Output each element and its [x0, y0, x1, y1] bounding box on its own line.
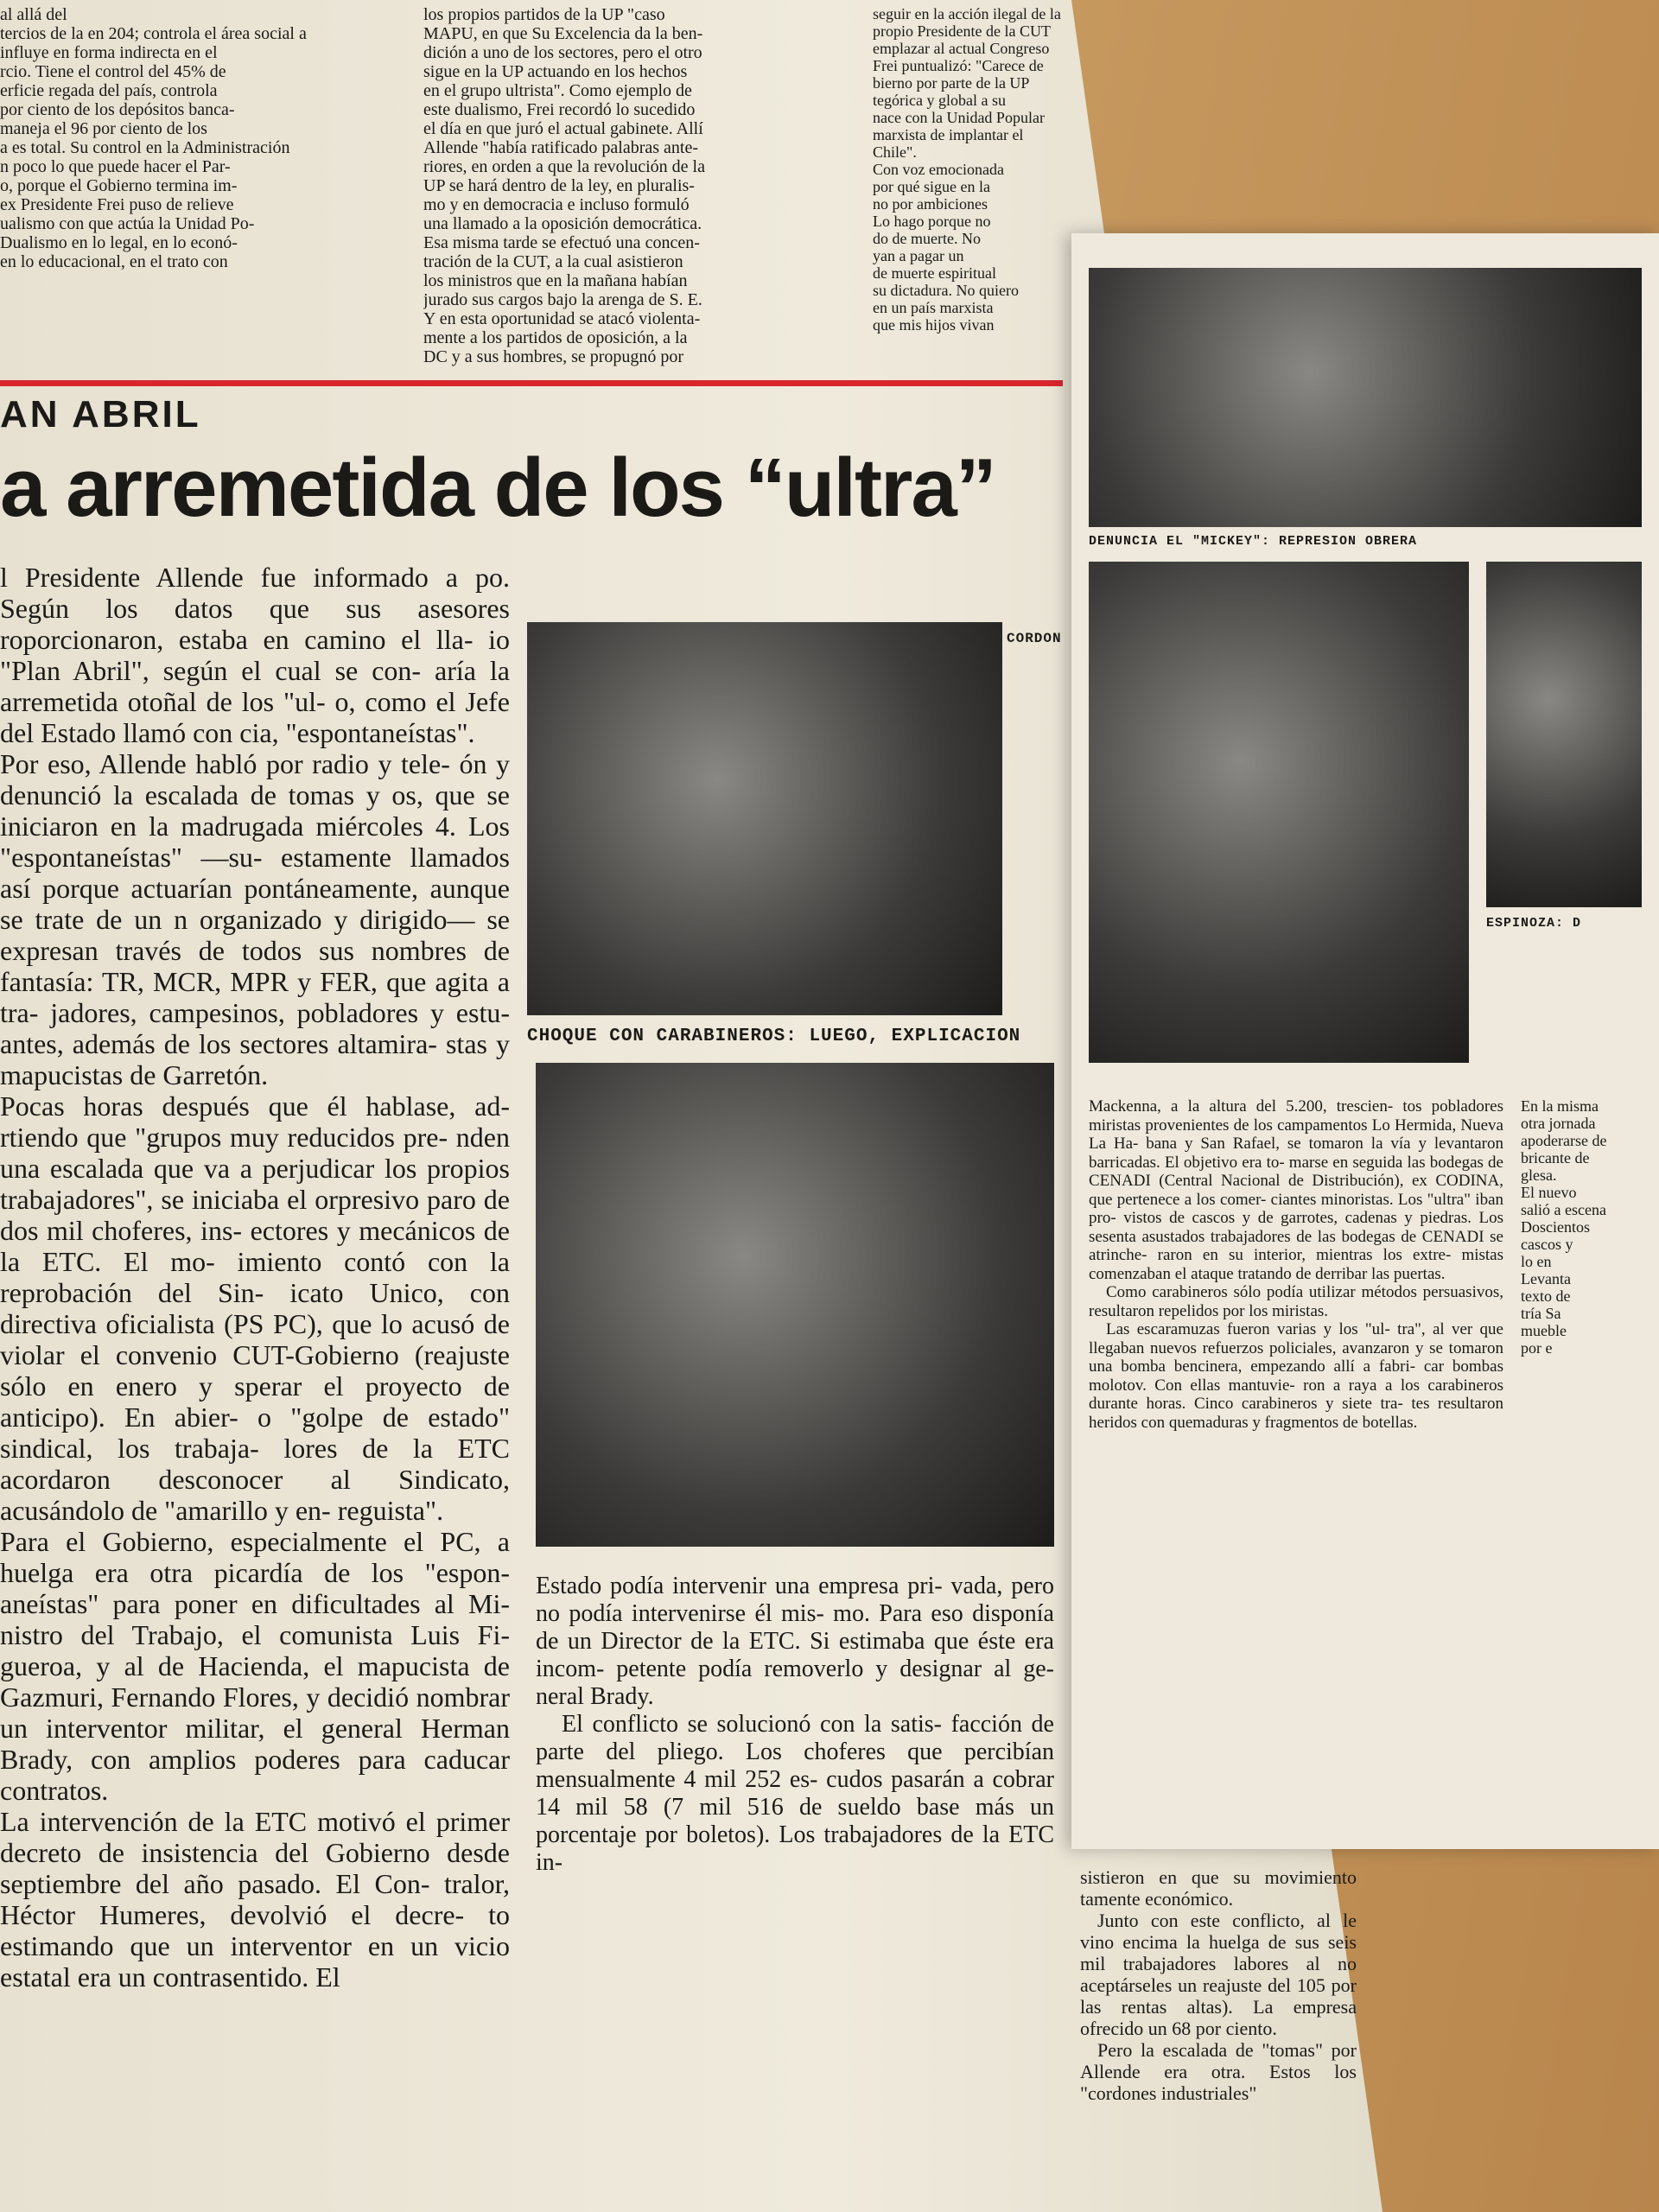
- paragraph: Para el Gobierno, especialmente el PC, a huelga era otra picardía de los "espon- aneístas" para poner en dificultades al Mi- nistro del Trabajo, el comunista Luis Fi- gueroa, y al de Hacienda, el mapucista de Gazmuri, Fernando Flores, y decidió nombrar un interventor militar, el general Herman Brady, con amplios poderes para caducar contratos.: [0, 1526, 510, 1806]
- text-line: por qué sigue en la: [873, 178, 990, 195]
- section-kicker: AN ABRIL: [0, 393, 201, 435]
- text-line: o, porque el Gobierno termina im-: [0, 176, 238, 195]
- text-line: rcio. Tiene el control del 45% de: [0, 62, 226, 81]
- portrait-photo: [1486, 562, 1642, 907]
- text-line: DC y a sus hombres, se propugnó por: [423, 347, 684, 366]
- text-line: tría Sa: [1521, 1305, 1561, 1322]
- paragraph: Como carabineros sólo podía utilizar métodos persuasivos, resultaron repelidos por los miristas.: [1089, 1283, 1503, 1320]
- top-column-2: [423, 5, 855, 366]
- magazine-right-page: [1071, 233, 1659, 1849]
- text-line: Y en esta oportunidad se atacó violenta-: [423, 309, 701, 328]
- photo-caption: ESPINOZA: D: [1486, 916, 1582, 931]
- text-line: texto de: [1521, 1287, 1571, 1305]
- photo-side-caption: CORDON: [1007, 631, 1062, 646]
- article-body-left-column: [0, 562, 510, 1993]
- text-line: apoderarse de: [1521, 1132, 1607, 1149]
- text-line: nace con la Unidad Popular: [873, 109, 1045, 126]
- text-line: sigue en la UP actuando en los hechos: [423, 62, 688, 81]
- text-line: propio Presidente de la CUT: [873, 22, 1051, 40]
- paragraph: Mackenna, a la altura del 5.200, trescien- tos pobladores miristas provenientes de los campamentos Lo Hermida, Nueva La Ha- bana y San Rafael, se tomaron la vía y levantaron barricadas. El objetivo era to- marse en seguida las bodegas de CENADI (Central Nacional de Distribución), ex CODINA, que pertenece a los comer- ciantes minoristas. Los "ultra" iban pro- vistos de cascos y de garrotes, cadenas y piedras. Los sesenta asustados trabajadores de las bodegas de CENADI se atrinche- raron en su interior, mientras los extre- mistas comenzaban el ataque tratando de derribar las puertas.: [1089, 1097, 1503, 1283]
- photo-caption: DENUNCIA EL "MICKEY": REPRESION OBRERA: [1089, 534, 1418, 549]
- text-line: tegórica y global a su: [873, 92, 1006, 109]
- paragraph: sistieron en que su movimiento tamente económico.: [1080, 1866, 1357, 1910]
- text-line: que mis hijos vivan: [873, 316, 995, 334]
- text-line: mente a los partidos de oposición, a la: [423, 328, 688, 347]
- text-line: en lo educacional, en el trato con: [0, 252, 228, 271]
- protest-photo: [527, 622, 1002, 1015]
- text-line: bierno por parte de la UP: [873, 74, 1030, 92]
- text-line: al allá del: [0, 5, 67, 24]
- text-line: mo y en democracia e incluso formuló: [423, 195, 690, 214]
- paragraph: Por eso, Allende habló por radio y tele- ón y denunció la escalada de tomas y os, que se iniciaron en la madrugada miércoles 4. Los "espontaneístas" —su- estamente llamados así porque actuarían pontáneamente, aunque se trate de un n organizado y dirigido— se expresan través de todos sus nombres de fantasía: TR, MCR, MPR y FER, que agita a tra- jadores, campesinos, pobladores y estu- antes, además de los sectores altamira- stas y mapucistas de Garretón.: [0, 748, 510, 1090]
- paragraph: l Presidente Allende fue informado a po. Según los datos que sus asesores roporcionaron, estaba en camino el lla- io "Plan Abril", según el cual se con- aría la arremetida otoñal de los "ul- o, como el Jefe del Estado llamó con cia, "espontaneístas".: [0, 562, 510, 748]
- text-line: dición a uno de los sectores, pero el otro: [423, 43, 702, 62]
- text-line: do de muerte. No: [873, 230, 981, 247]
- text-line: emplazar al actual Congreso: [873, 40, 1050, 57]
- text-line: en un país marxista: [873, 299, 994, 316]
- text-line: otra jornada: [1521, 1115, 1596, 1132]
- text-line: en el grupo ultrista". Como ejemplo de: [423, 81, 692, 100]
- text-line: Lo hago porque no: [873, 213, 991, 230]
- paragraph: Junto con este conflicto, al le vino encima la huelga de sus seis mil trabajadores labores al no aceptárseles un reajuste del 105 por las rentas altas). La empresa ofrecido un 68 por ciento.: [1080, 1910, 1357, 2039]
- text-line: Dualismo en lo legal, en lo econó-: [0, 233, 238, 252]
- right-page-text-column: [1089, 1097, 1503, 1432]
- text-line: Doscientos: [1521, 1218, 1590, 1236]
- photo-caption: CHOQUE CON CARABINEROS: LUEGO, EXPLICACION: [527, 1027, 1021, 1046]
- text-line: por ciento de los depósitos banca-: [0, 100, 235, 119]
- text-line: cascos y: [1521, 1236, 1573, 1253]
- text-line: yan a pagar un: [873, 247, 964, 264]
- text-line: El nuevo: [1521, 1184, 1577, 1201]
- paragraph: El conflicto se solucionó con la satis- facción de parte del pliego. Los choferes que percibían mensualmente 4 mil 252 es- cudos pasarán a cobrar 14 mil 58 (7 mil 516 de sueldo base más un porcentaje por boletos). Los trabajadores de la ETC in-: [536, 1711, 1054, 1876]
- text-line: tercios de la en 204; controla el área social a: [0, 24, 307, 43]
- paragraph: Estado podía intervenir una empresa pri- vada, pero no podía intervenirse él mis- mo. Para eso disponía de un Director de la ETC. Si estimaba que éste era incom- petente podía removerlo y designar al ge- neral Brady.: [536, 1573, 1054, 1710]
- text-line: por e: [1521, 1339, 1553, 1357]
- text-line: erficie regada del país, controla: [0, 81, 218, 100]
- text-line: Frei puntualizó: "Carece de: [873, 57, 1044, 74]
- running-man-photo: [1089, 562, 1469, 1063]
- article-body-middle-column: [536, 1573, 1054, 1877]
- text-line: riores, en orden a que la revolución de la: [423, 157, 705, 176]
- article-body-column-3: [1080, 1866, 1357, 2104]
- article-headline: a arremetida de los “ultra”: [0, 442, 995, 534]
- group-photo: [1089, 268, 1642, 527]
- text-line: el día en que juró el actual gabinete. Allí: [423, 119, 703, 138]
- paragraph: La intervención de la ETC motivó el primer decreto de insistencia del Gobierno desde septiembre del año pasado. El Con- tralor, Héctor Humeres, devolvió el decre- to estimando que un interventor en un vicio estatal era un contrasentido. El: [0, 1806, 510, 1993]
- text-line: los ministros que en la mañana habían: [423, 271, 688, 290]
- text-line: ualismo con que actúa la Unidad Po-: [0, 214, 255, 233]
- text-line: tración de la CUT, a la cual asistieron: [423, 252, 683, 271]
- text-line: ex Presidente Frei puso de relieve: [0, 195, 234, 214]
- text-line: Allende "había ratificado palabras ante-: [423, 138, 699, 157]
- text-line: bricante de: [1521, 1149, 1590, 1166]
- text-line: este dualismo, Frei recordó lo sucedido: [423, 100, 696, 119]
- text-line: de muerte espiritual: [873, 264, 996, 282]
- text-line: MAPU, en que Su Excelencia da la ben-: [423, 24, 703, 43]
- text-line: UP se hará dentro de la ley, en pluralis-: [423, 176, 695, 195]
- text-line: salió a escena: [1521, 1201, 1606, 1218]
- text-line: marxista de implantar el: [873, 126, 1024, 143]
- text-line: maneja el 96 por ciento de los: [0, 119, 207, 138]
- text-line: Esa misma tarde se efectuó una concen-: [423, 233, 700, 252]
- text-line: a es total. Su control en la Administración: [0, 138, 290, 157]
- text-line: Con voz emocionada: [873, 161, 1004, 178]
- paragraph: Las escaramuzas fueron varias y los "ul- tra", al ver que llegaban nuevos refuerzos policiales, avanzaron y se tomaron una bomba bencinera, empezando allí a fabri- car bombas molotov. Con ellas mantuvie- ron a raya a los carabineros durante horas. Cinco carabineros y siete tra- tes resultaron heridos con quemaduras y fragmentos de botellas.: [1089, 1320, 1503, 1432]
- text-line: los propios partidos de la UP "caso: [423, 5, 665, 24]
- paragraph: Pocas horas después que él hablase, ad- rtiendo que "grupos muy reducidos pre- nden una escalada que va a perjudicar los propios trabajadores", se iniciaba el orpresivo paro de dos mil choferes, ins- ectores y mecánicos de la ETC. El mo- imiento contó con la reprobación del Sin- icato Unico, con directiva oficialista (PS PC), que lo acusó de violar el convenio CUT-Gobierno (reajuste sólo en enero y sperar el proyecto de anticipo). En abier- o "golpe de estado" sindical, los trabaja- lores de la ETC acordaron desconocer al Sindicato, acusándolo de "amarillo y en- reguista".: [0, 1090, 510, 1526]
- text-line: una llamado a la oposición democrática.: [423, 214, 702, 233]
- text-line: En la misma: [1521, 1097, 1599, 1115]
- text-line: jurado sus cargos bajo la arenga de S. E.: [423, 290, 702, 309]
- right-page-side-column: [1521, 1097, 1642, 1357]
- text-line: glesa.: [1521, 1166, 1557, 1184]
- text-line: no por ambiciones: [873, 195, 988, 213]
- paragraph: Pero la escalada de "tomas" por Allende era otra. Estos los "cordones industriales": [1080, 2039, 1357, 2104]
- top-column-3: [873, 5, 1063, 334]
- text-line: Levanta: [1521, 1270, 1571, 1287]
- red-divider-rule: [0, 380, 1063, 386]
- text-line: lo en: [1521, 1253, 1552, 1270]
- text-line: n poco lo que puede hacer el Par-: [0, 157, 231, 176]
- text-line: Chile".: [873, 143, 917, 161]
- text-line: influye en forma indirecta en el: [0, 43, 218, 62]
- text-line: seguir en la acción ilegal de la: [873, 5, 1061, 22]
- text-line: mueble: [1521, 1322, 1567, 1339]
- top-column-1: [0, 5, 406, 271]
- carabineros-photo: [536, 1063, 1054, 1547]
- text-line: su dictadura. No quiero: [873, 282, 1019, 299]
